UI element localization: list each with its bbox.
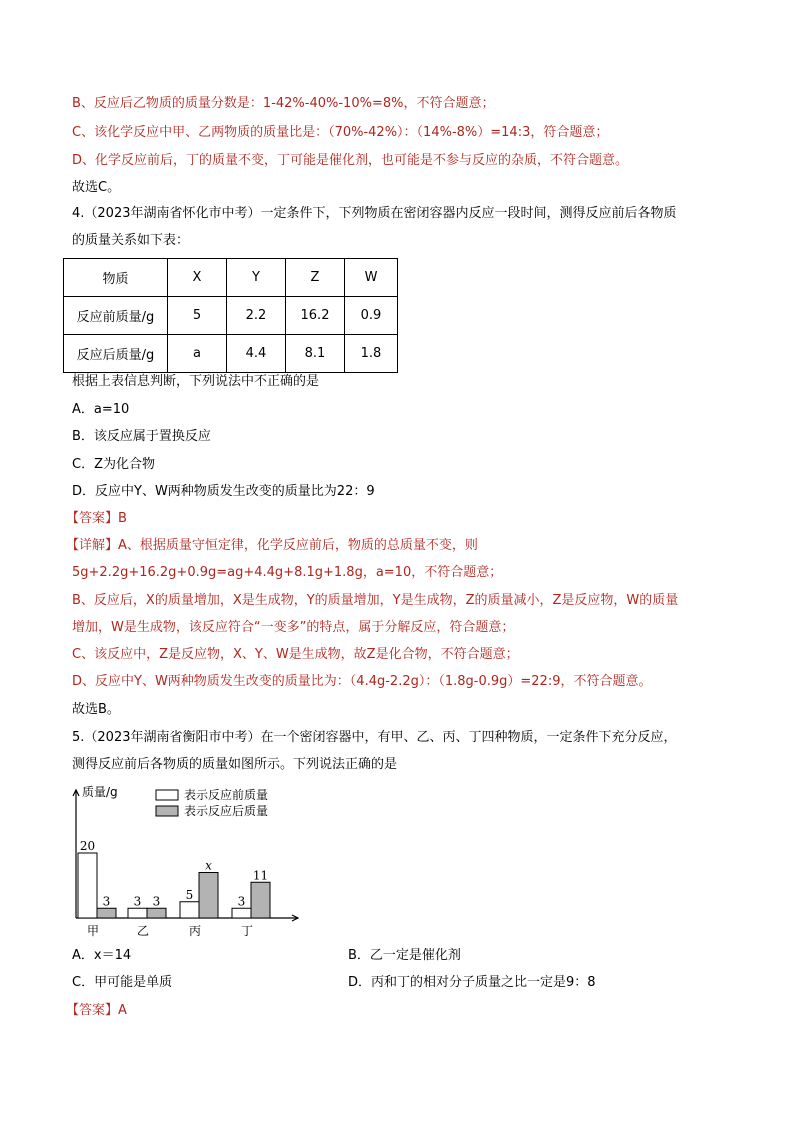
- table-header-cell: X: [168, 259, 227, 297]
- table-header-cell: Y: [227, 259, 286, 297]
- answer-value: B: [118, 511, 127, 526]
- bar: [180, 902, 199, 918]
- q5-stem-line-1: 5.（2023年湖南省衡阳市中考）在一个密闭容器中，有甲、乙、丙、丁四种物质，一定条件下充分反应，: [72, 730, 677, 745]
- bar-value-label: 3: [237, 894, 246, 909]
- q5-option-c: C．甲可能是单质: [72, 975, 173, 990]
- q4-conclusion: 故选B。: [72, 702, 120, 717]
- q5-stem-line-2: 测得反应前后各物质的质量如图所示。下列说法正确的是: [72, 757, 398, 772]
- q5-option-d: D．丙和丁的相对分子质量之比一定是9：8: [348, 975, 596, 990]
- q4-detail-line-6: D、反应中Y、W两种物质发生改变的质量比为：（4.4g-2.2g）：（1.8g-0.9g）=22:9，不符合题意。: [72, 674, 652, 689]
- answer-value: A: [118, 1003, 127, 1018]
- bar: [251, 882, 270, 918]
- q4-detail-line-1: [66, 537, 478, 555]
- bar: [147, 908, 166, 918]
- legend-swatch: [156, 806, 178, 816]
- table-header-cell: 物质: [64, 259, 168, 297]
- category-label: 乙: [136, 924, 150, 938]
- conclusion-line: [72, 179, 120, 197]
- legend-label: 表示反应前质量: [184, 788, 269, 802]
- table-row: [64, 335, 398, 373]
- table-header-cell: W: [345, 259, 398, 297]
- mass-bar-chart: [62, 780, 302, 942]
- bar: [232, 908, 251, 918]
- q4-detail-line-3: B、反应后，X的质量增加，X是生成物，Y的质量增加，Y是生成物，Z的质量减小，Z是反应物，W的质量: [72, 593, 679, 608]
- legend-label: 表示反应后质量: [184, 804, 269, 818]
- analysis-line-c: C、该化学反应中甲、乙两物质的质量比是：（70%-42%）：（14%-8%）=14:3，符合题意；: [72, 125, 609, 140]
- table-cell: 2.2: [227, 297, 286, 335]
- q4-prompt: 根据上表信息判断，下列说法中不正确的是: [72, 374, 320, 389]
- detail-label: 【详解】: [66, 538, 119, 553]
- bar: [78, 853, 97, 918]
- answer-label: 【答案】: [66, 511, 119, 526]
- q4-option-a: A．a=10: [72, 402, 130, 417]
- q4-detail-line-2: 5g+2.2g+16.2g+0.9g=ag+4.4g+8.1g+1.8g，a=10，不符合题意；: [72, 565, 503, 580]
- category-label: 甲: [86, 924, 100, 938]
- table-cell: 16.2: [286, 297, 345, 335]
- table-cell: 1.8: [345, 335, 398, 373]
- table-row: [64, 297, 398, 335]
- detail-text: A、根据质量守恒定律，化学反应前后，物质的总质量不变，则: [118, 538, 478, 553]
- table-header-row: [64, 259, 398, 297]
- y-axis-label: 质量/g: [82, 785, 118, 799]
- category-label: 丁: [240, 924, 254, 938]
- table-header-cell: Z: [286, 259, 345, 297]
- q4-stem-line-2: 的质量关系如下表：: [72, 233, 190, 248]
- bar-value-label: x: [205, 858, 212, 873]
- bar: [97, 908, 116, 918]
- bar-value-label: 5: [185, 887, 194, 902]
- q4-mass-table: [63, 258, 398, 373]
- q5-option-b: B．乙一定是催化剂: [348, 948, 461, 963]
- table-cell: 反应前质量/g: [64, 297, 168, 335]
- q4-detail-line-5: C、该反应中，Z是反应物，X、Y、W是生成物，故Z是化合物，不符合题意；: [72, 647, 519, 662]
- table-cell: 5: [168, 297, 227, 335]
- conclusion-text: 故选C。: [72, 180, 121, 195]
- bar-value-label: 11: [252, 868, 269, 883]
- legend-swatch: [156, 790, 178, 800]
- table-cell: 8.1: [286, 335, 345, 373]
- q4-detail-line-4: 增加，W是生成物，该反应符合“一变多”的特点，属于分解反应，符合题意；: [72, 620, 515, 635]
- table-cell: 4.4: [227, 335, 286, 373]
- q4-option-d: D．反应中Y、W两种物质发生改变的质量比为22：9: [72, 484, 375, 499]
- category-label: 丙: [188, 924, 202, 938]
- table-cell: a: [168, 335, 227, 373]
- bar: [128, 908, 147, 918]
- q5-option-a: A．x＝14: [72, 948, 132, 963]
- table-cell: 反应后质量/g: [64, 335, 168, 373]
- bar-value-label: 3: [102, 894, 111, 909]
- q5-answer-line: [66, 1002, 127, 1020]
- bar-value-label: 20: [79, 839, 96, 853]
- bar-value-label: 3: [152, 894, 161, 909]
- bar-value-label: 3: [133, 894, 142, 909]
- table-cell: 0.9: [345, 297, 398, 335]
- bar: [199, 873, 218, 919]
- analysis-line-d: D、化学反应前后，丁的质量不变，丁可能是催化剂，也可能是不参与反应的杂质，不符合题意。: [72, 153, 629, 168]
- analysis-line-b: B、反应后乙物质的质量分数是：1-42%-40%-10%=8%，不符合题意；: [72, 96, 495, 111]
- answer-label: 【答案】: [66, 1003, 119, 1018]
- q4-option-c: C．Z为化合物: [72, 457, 155, 472]
- q4-stem-line-1: 4.（2023年湖南省怀化市中考）一定条件下，下列物质在密闭容器内反应一段时间，测得反应前后各物质: [72, 206, 677, 221]
- q4-answer-line: [66, 510, 127, 528]
- q4-option-b: B．该反应属于置换反应: [72, 429, 211, 444]
